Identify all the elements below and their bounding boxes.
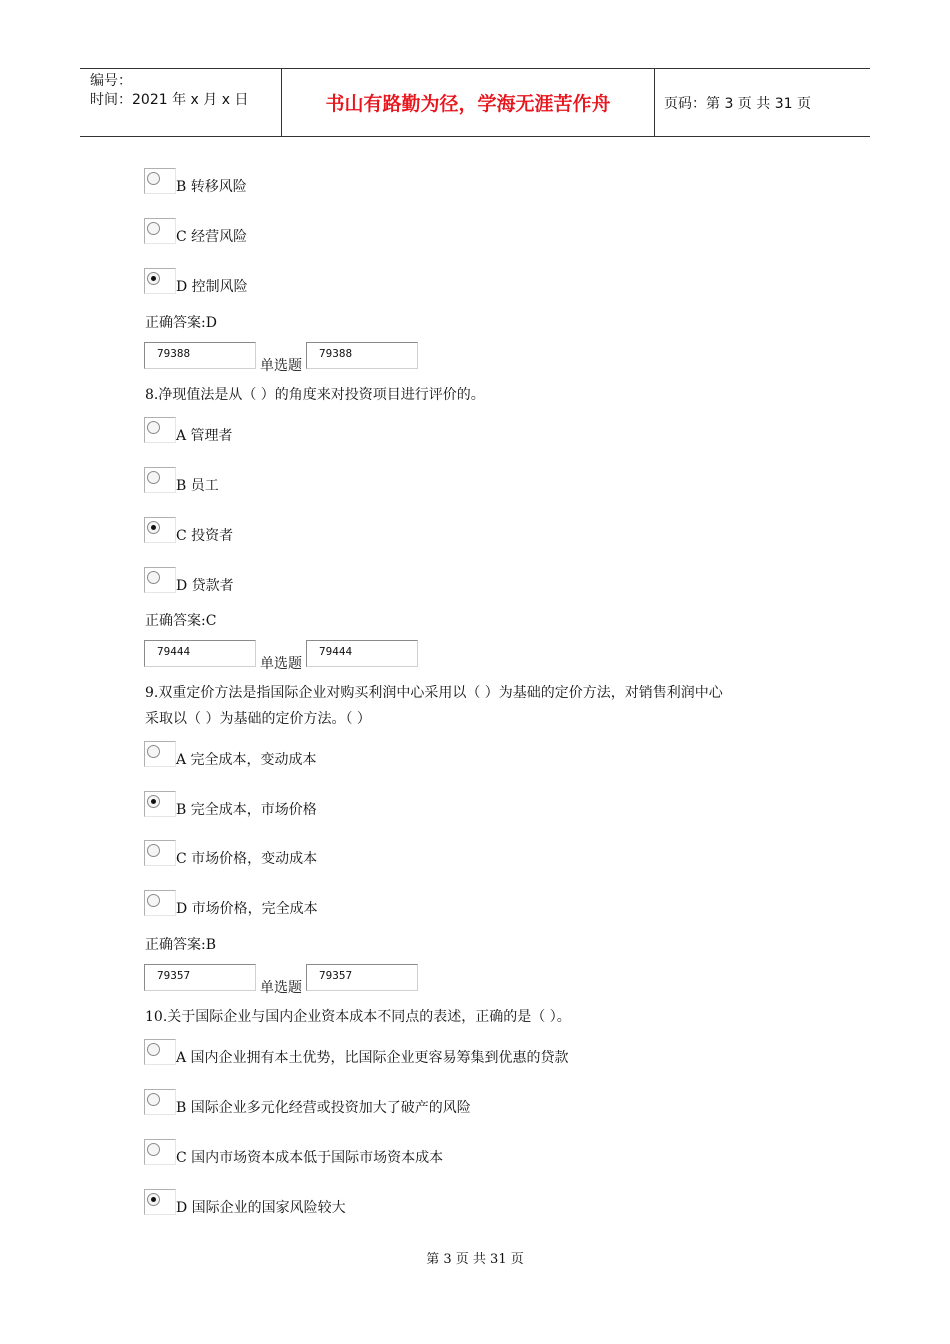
radio-button-selected[interactable] bbox=[147, 1193, 160, 1206]
question-id-row bbox=[144, 964, 434, 996]
question-type-label: 单选题 bbox=[260, 980, 302, 996]
option-label: C 市场价格，变动成本 bbox=[176, 851, 318, 867]
radio-frame[interactable] bbox=[144, 567, 176, 593]
radio-button[interactable] bbox=[147, 571, 160, 584]
option-label: A 国内企业拥有本土优势，比国际企业更容易筹集到优惠的贷款 bbox=[176, 1050, 569, 1066]
radio-frame[interactable] bbox=[144, 1089, 176, 1115]
radio-button[interactable] bbox=[147, 894, 160, 907]
option-label: C 投资者 bbox=[176, 528, 234, 544]
option-label: D 贷款者 bbox=[176, 578, 234, 594]
correct-answer: 正确答案:D bbox=[145, 315, 217, 331]
question-id-field-2[interactable]: 79357 bbox=[306, 964, 418, 991]
radio-button[interactable] bbox=[147, 172, 160, 185]
question-9-line-1: 9.双重定价方法是指国际企业对购买利润中心采用以（ ）为基础的定价方法，对销售利润中心 bbox=[145, 685, 723, 701]
radio-frame[interactable] bbox=[144, 1039, 176, 1065]
radio-frame[interactable] bbox=[144, 791, 176, 817]
question-10-text: 10.关于国际企业与国内企业资本成本不同点的表述，正确的是（ ）。 bbox=[145, 1009, 571, 1025]
question-id-field[interactable]: 79444 bbox=[144, 640, 256, 667]
option-label: D 市场价格，完全成本 bbox=[176, 901, 318, 917]
radio-frame[interactable] bbox=[144, 1139, 176, 1165]
option-label: C 经营风险 bbox=[176, 229, 248, 245]
doc-time-label: 时间：2021 年 x 月 x 日 bbox=[90, 92, 249, 108]
radio-frame[interactable] bbox=[144, 168, 176, 194]
header-page-info: 页码：第 3 页 共 31 页 bbox=[664, 96, 811, 112]
radio-button-selected[interactable] bbox=[147, 795, 160, 808]
radio-frame[interactable] bbox=[144, 467, 176, 493]
question-id-field-2[interactable]: 79444 bbox=[306, 640, 418, 667]
question-type-label: 单选题 bbox=[260, 656, 302, 672]
option-label: D 国际企业的国家风险较大 bbox=[176, 1200, 346, 1216]
radio-button-selected[interactable] bbox=[147, 272, 160, 285]
option-label: D 控制风险 bbox=[176, 279, 248, 295]
option-label: A 完全成本，变动成本 bbox=[176, 752, 317, 768]
radio-frame[interactable] bbox=[144, 890, 176, 916]
radio-button[interactable] bbox=[147, 844, 160, 857]
question-8-text: 8.净现值法是从（ ）的角度来对投资项目进行评价的。 bbox=[145, 387, 485, 403]
question-id-row bbox=[144, 342, 434, 374]
radio-button-selected[interactable] bbox=[147, 521, 160, 534]
option-label: B 国际企业多元化经营或投资加大了破产的风险 bbox=[176, 1100, 471, 1116]
question-9-line-2: 采取以（ ）为基础的定价方法。（ ） bbox=[145, 711, 371, 727]
question-id-field[interactable]: 79357 bbox=[144, 964, 256, 991]
question-id-field[interactable]: 79388 bbox=[144, 342, 256, 369]
option-label: A 管理者 bbox=[176, 428, 233, 444]
radio-frame[interactable] bbox=[144, 840, 176, 866]
radio-button[interactable] bbox=[147, 1043, 160, 1056]
radio-button[interactable] bbox=[147, 1093, 160, 1106]
radio-frame[interactable] bbox=[144, 417, 176, 443]
question-id-field-2[interactable]: 79388 bbox=[306, 342, 418, 369]
radio-button[interactable] bbox=[147, 471, 160, 484]
question-id-row bbox=[144, 640, 434, 672]
option-label: B 员工 bbox=[176, 478, 219, 494]
radio-button[interactable] bbox=[147, 421, 160, 434]
question-type-label: 单选题 bbox=[260, 358, 302, 374]
radio-frame[interactable] bbox=[144, 741, 176, 767]
question-9-text bbox=[145, 680, 825, 732]
radio-frame[interactable] bbox=[144, 218, 176, 244]
radio-button[interactable] bbox=[147, 222, 160, 235]
header-motto: 书山有路勤为径，学海无涯苦作舟 bbox=[282, 69, 655, 136]
correct-answer: 正确答案:C bbox=[145, 613, 217, 629]
radio-button[interactable] bbox=[147, 745, 160, 758]
option-label: C 国内市场资本成本低于国际市场资本成本 bbox=[176, 1150, 444, 1166]
radio-button[interactable] bbox=[147, 1143, 160, 1156]
doc-number-label: 编号： bbox=[90, 73, 132, 89]
page-footer: 第 3 页 共 31 页 bbox=[426, 1252, 524, 1267]
radio-frame[interactable] bbox=[144, 517, 176, 543]
radio-frame[interactable] bbox=[144, 268, 176, 294]
option-label: B 完全成本，市场价格 bbox=[176, 802, 317, 818]
radio-frame[interactable] bbox=[144, 1189, 176, 1215]
correct-answer: 正确答案:B bbox=[145, 937, 217, 953]
option-label: B 转移风险 bbox=[176, 179, 247, 195]
